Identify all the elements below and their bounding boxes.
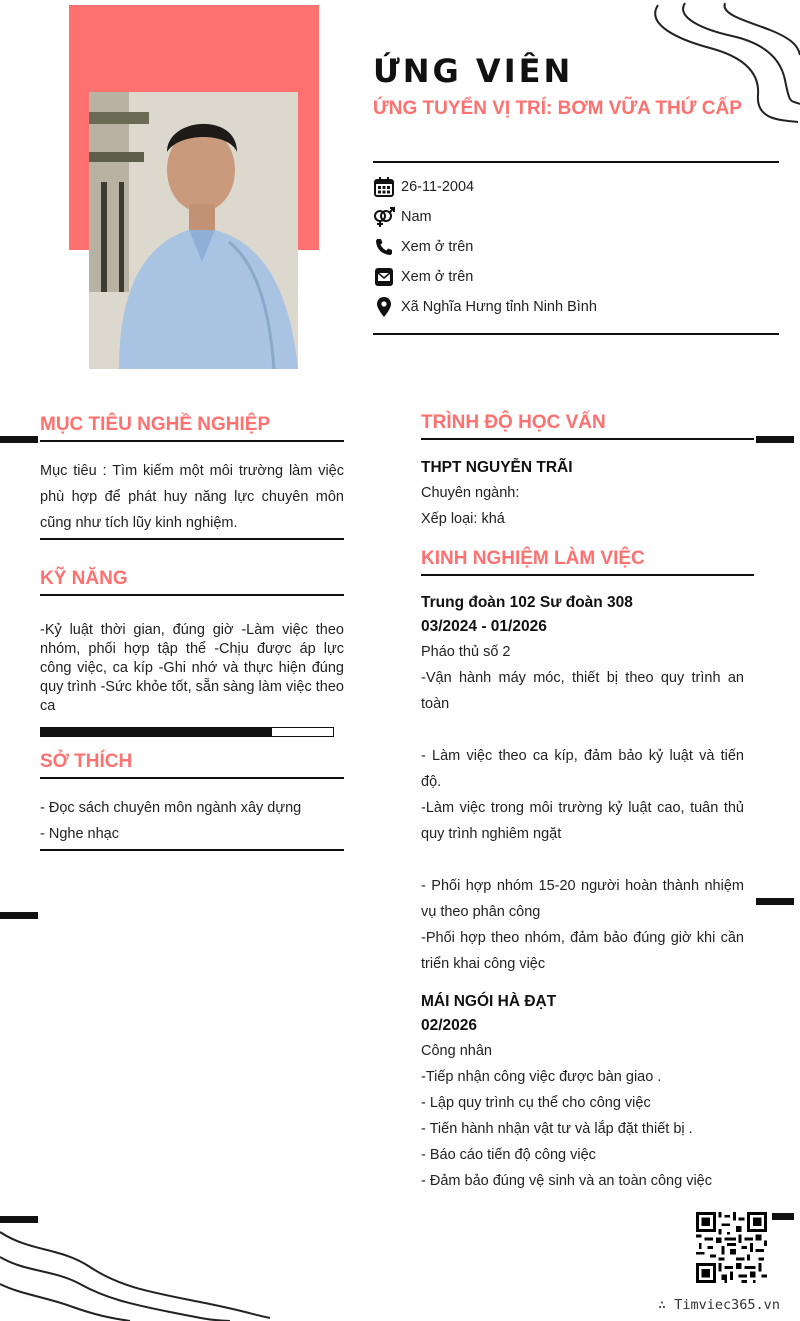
gender-value: Nam xyxy=(401,209,432,225)
job-duty: -Vận hành máy móc, thiết bị theo quy trình an toàn xyxy=(421,670,744,712)
decorative-dash xyxy=(756,898,794,905)
job-duty: -Phối hợp theo nhóm, đảm bảo đúng giờ khi cần triển khai công việc xyxy=(421,930,744,972)
phone-value: Xem ở trên xyxy=(401,239,474,255)
email-value: Xem ở trên xyxy=(401,269,474,285)
hobbies-bottom-rule xyxy=(40,849,344,851)
hobbies-list xyxy=(40,795,344,847)
job-duty: - Tiến hành nhận vật tư và lắp đặt thiết bị . xyxy=(421,1121,693,1137)
hobbies-title: SỞ THÍCH xyxy=(40,751,344,779)
job-company: Trung đoàn 102 Sư đoàn 308 xyxy=(421,594,633,611)
objective-section xyxy=(40,414,344,540)
job-duty: - Làm việc theo ca kíp, đảm bảo kỷ luật và tiến độ. xyxy=(421,748,744,790)
info-bottom-rule xyxy=(373,333,779,335)
calendar-icon xyxy=(373,176,395,198)
skill-level-bar xyxy=(40,727,334,737)
decorative-waves-bottom xyxy=(0,1222,280,1321)
objective-title: MỤC TIÊU NGHỀ NGHIỆP xyxy=(40,414,344,442)
brand-watermark[interactable] xyxy=(658,1297,780,1313)
job-spacer xyxy=(421,847,744,873)
job-spacer xyxy=(421,717,744,743)
job-duty: - Lập quy trình cụ thể cho công việc xyxy=(421,1095,651,1111)
address-value: Xã Nghĩa Hưng tỉnh Ninh Bình xyxy=(401,299,597,315)
brand-mark: ∴ xyxy=(658,1297,667,1313)
education-major: Chuyên ngành: xyxy=(421,485,520,501)
hobby-item: - Đọc sách chuyên môn ngành xây dựng xyxy=(40,800,302,816)
gender-icon xyxy=(373,206,395,228)
location-icon xyxy=(373,296,395,318)
right-column xyxy=(421,412,754,1194)
skill-level-fill xyxy=(41,728,272,736)
qr-code[interactable] xyxy=(696,1212,767,1283)
candidate-photo xyxy=(89,92,298,369)
education-grade: Xếp loại: khá xyxy=(421,511,505,527)
job-duty: - Báo cáo tiến độ công việc xyxy=(421,1147,596,1163)
skills-section xyxy=(40,568,344,737)
birthdate-value: 26-11-2004 xyxy=(401,179,475,195)
job-duty: - Đảm bảo đúng vệ sinh và an toàn công việc xyxy=(421,1173,712,1189)
info-email xyxy=(373,262,597,292)
contact-info-list xyxy=(373,172,597,322)
decorative-dash xyxy=(0,912,38,919)
objective-text: Mục tiêu : Tìm kiếm một môi trường làm việc phù hợp để phát huy năng lực chuyên môn cũng như tích lũy kinh nghiệm. xyxy=(40,463,344,531)
job-entry xyxy=(421,591,754,977)
left-column xyxy=(40,414,344,851)
job-role: Công nhân xyxy=(421,1043,492,1059)
job-company: MÁI NGÓI HÀ ĐẠT xyxy=(421,993,557,1010)
info-phone xyxy=(373,232,597,262)
job-period: 03/2024 - 01/2026 xyxy=(421,618,547,635)
skills-text: -Kỷ luật thời gian, đúng giờ -Làm việc theo nhóm, phối hợp tập thể -Chịu được áp lực công việc, ca kíp -Ghi nhớ và thực hiện đúng quy trình -Sức khỏe tốt, sẵn sàng làm việc theo ca xyxy=(40,622,344,714)
job-entry xyxy=(421,990,754,1194)
info-birthdate xyxy=(373,172,597,202)
school-name: THPT NGUYỄN TRÃI xyxy=(421,459,573,476)
experience-title: KINH NGHIỆM LÀM VIỆC xyxy=(421,548,754,576)
decorative-dash xyxy=(0,1216,38,1223)
decorative-dash xyxy=(756,436,794,443)
email-icon xyxy=(373,266,395,288)
job-duty: -Tiếp nhận công việc được bàn giao . xyxy=(421,1069,662,1085)
experience-section xyxy=(421,548,754,1194)
phone-icon xyxy=(373,236,395,258)
education-section xyxy=(421,412,754,532)
info-gender xyxy=(373,202,597,232)
education-title: TRÌNH ĐỘ HỌC VẤN xyxy=(421,412,754,440)
brand-name: Timviec365.vn xyxy=(674,1297,780,1313)
hobbies-section xyxy=(40,751,344,851)
objective-bottom-rule xyxy=(40,538,344,540)
job-period: 02/2026 xyxy=(421,1017,478,1034)
decorative-dash xyxy=(0,436,38,443)
education-entry xyxy=(421,456,754,532)
job-role: Pháo thủ số 2 xyxy=(421,644,511,660)
candidate-name: ỨNG VIÊN xyxy=(373,52,574,90)
hobby-item: - Nghe nhạc xyxy=(40,826,119,842)
applied-position: ỨNG TUYỂN VỊ TRÍ: BƠM VỮA THỨ CẤP xyxy=(373,98,742,119)
info-top-rule xyxy=(373,161,779,163)
decorative-dash xyxy=(772,1213,794,1220)
job-duty: - Phối hợp nhóm 15-20 người hoàn thành nhiệm vụ theo phân công xyxy=(421,878,744,920)
info-address xyxy=(373,292,597,322)
job-duty: -Làm việc trong môi trường kỷ luật cao, tuân thủ quy trình nghiêm ngặt xyxy=(421,800,744,842)
skills-title: KỸ NĂNG xyxy=(40,568,344,596)
